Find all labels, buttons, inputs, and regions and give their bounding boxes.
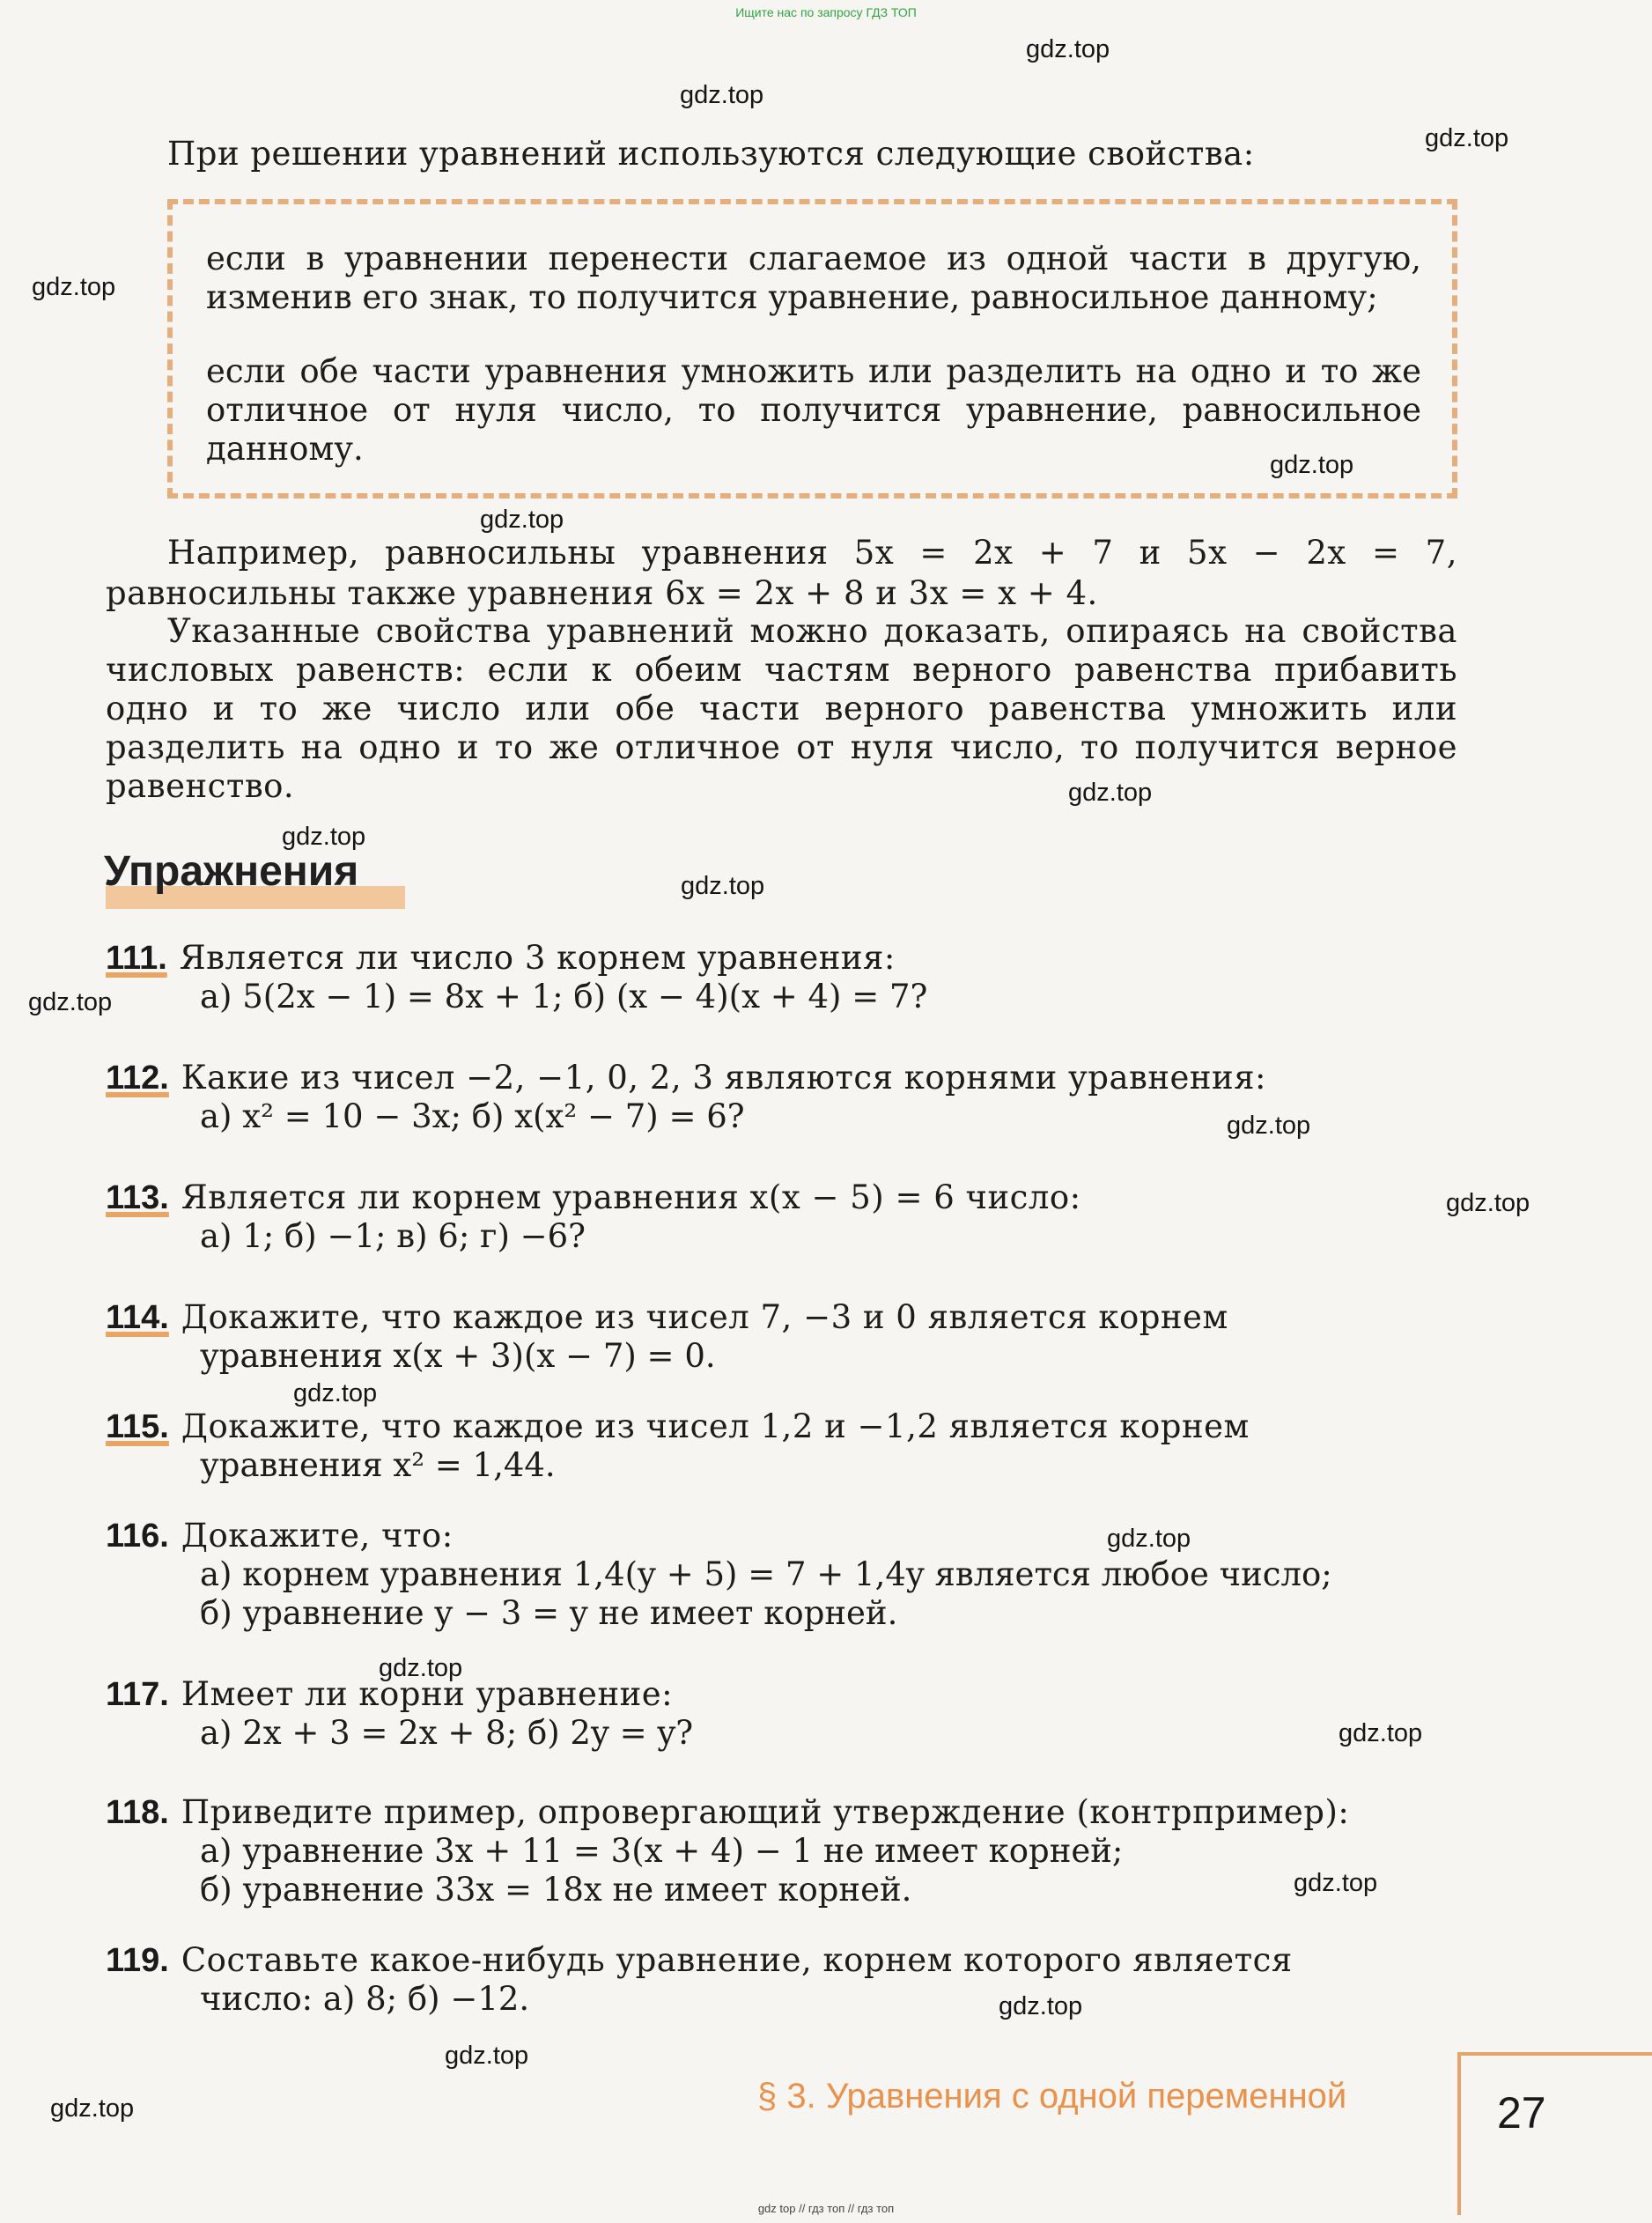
exercise-116 [106,1517,1462,1633]
exercise-119 [106,1941,1462,2019]
exercise-number: 117. [106,1676,169,1713]
exercise-text: Имеет ли корни уравнение: [181,1675,674,1713]
exercises-heading: Упражнения [104,848,359,895]
exercise-number: 118. [106,1794,169,1831]
watermark: gdz.top [1425,124,1509,152]
proof-paragraph: Указанные свойства уравнений можно доказать, опираясь на свойства числовых равенств: если к обеим частям верного равенства прибавить одно и то же число или обе части верного равенства умножить или разделить на одно и то же отличное от нуля число, то получится верное равенство. [106,612,1457,805]
exercise-subitem: а) 2x + 3 = 2x + 8; б) 2y = y? [200,1714,694,1752]
exercise-111 [106,939,1462,1016]
top-banner[interactable]: Ищите нас по запросу ГДЗ ТОП [735,5,917,19]
exercise-text: Докажите, что: [181,1517,454,1555]
watermark: gdz.top [28,988,113,1016]
exercise-subitem: а) корнем уравнения 1,4(y + 5) = 7 + 1,4y является любое число; [200,1555,1332,1593]
exercise-subitem: а) 1; б) −1; в) 6; г) −6? [200,1217,586,1255]
page-number-divider [1457,2052,1461,2215]
property-rule-2: если обе части уравнения умножить или разделить на одно и то же отличное от нуля число, то получится уравнение, равносильное данному. [206,352,1421,468]
footer-divider [1457,2052,1652,2056]
watermark: gdz.top [999,1992,1083,2020]
exercise-number: 119. [106,1942,169,1979]
watermark: gdz.top [680,81,764,109]
watermark: gdz.top [1446,1189,1530,1217]
watermark: gdz.top [1068,779,1153,807]
exercise-number: 113. [106,1179,169,1216]
exercise-number: 114. [106,1299,169,1336]
exercise-subitem: уравнения x(x + 3)(x − 7) = 0. [200,1337,716,1375]
property-rule-1: если в уравнении перенести слагаемое из одной части в другую, изменив его знак, то получится уравнение, равносильное данному; [206,240,1421,316]
footer-section-title: § 3. Уравнения с одной переменной [757,2077,1347,2116]
exercise-115 [106,1407,1462,1485]
exercise-subitem: уравнения x² = 1,44. [200,1446,556,1484]
exercise-text: Составьте какое-нибудь уравнение, корнем которого является [181,1941,1293,1979]
watermark: gdz.top [1026,35,1110,63]
watermark: gdz.top [1227,1112,1311,1140]
watermark: gdz.top [480,506,564,534]
watermark: gdz.top [293,1379,378,1407]
exercise-subitem: число: а) 8; б) −12. [200,1980,530,2018]
bottom-banner[interactable]: gdz top // гдз топ // гдз топ [757,2202,895,2215]
exercise-text: Является ли корнем уравнения x(x − 5) = 6 число: [181,1178,1081,1216]
intro-paragraph: При решении уравнений используются следующие свойства: [167,135,1255,173]
exercise-text: Докажите, что каждое из чисел 7, −3 и 0 является корнем [181,1298,1228,1336]
exercise-118 [106,1793,1462,1909]
watermark: gdz.top [1339,1719,1423,1747]
watermark: gdz.top [681,872,765,900]
exercise-number: 111. [106,940,167,977]
watermark: gdz.top [1270,451,1354,479]
exercise-number: 115. [106,1408,169,1445]
exercise-text: Является ли число 3 корнем уравнения: [179,939,896,977]
exercise-114 [106,1298,1462,1376]
watermark: gdz.top [50,2094,135,2123]
exercise-113 [106,1178,1462,1256]
exercise-number: 116. [106,1518,169,1555]
exercise-number: 112. [106,1060,169,1097]
watermark: gdz.top [32,273,116,301]
watermark: gdz.top [1107,1525,1191,1553]
exercise-subitem: а) x² = 10 − 3x; б) x(x² − 7) = 6? [200,1097,745,1135]
exercise-text: Приведите пример, опровергающий утверждение (контрпример): [181,1793,1350,1831]
example-paragraph: Например, равносильны уравнения 5x = 2x + 7 и 5x − 2x = 7, равносильны также уравнения 6x = 2x + 8 и 3x = x + 4. [106,534,1457,612]
exercise-subitem: б) уравнение 33x = 18x не имеет корней. [200,1871,912,1909]
watermark: gdz.top [379,1654,463,1682]
properties-box [167,199,1457,499]
exercise-text: Докажите, что каждое из чисел 1,2 и −1,2 является корнем [181,1407,1250,1445]
watermark: gdz.top [445,2042,529,2070]
exercise-117 [106,1675,1462,1753]
watermark: gdz.top [1294,1869,1378,1897]
exercise-subitem: а) уравнение 3x + 11 = 3(x + 4) − 1 не имеет корней; [200,1832,1124,1870]
exercise-subitem: б) уравнение y − 3 = y не имеет корней. [200,1594,898,1632]
page-number: 27 [1497,2088,1546,2138]
exercise-text: Какие из чисел −2, −1, 0, 2, 3 являются корнями уравнения: [181,1059,1267,1097]
exercise-subitem: а) 5(2x − 1) = 8x + 1; б) (x − 4)(x + 4) = 7? [200,978,928,1015]
watermark: gdz.top [282,823,366,851]
